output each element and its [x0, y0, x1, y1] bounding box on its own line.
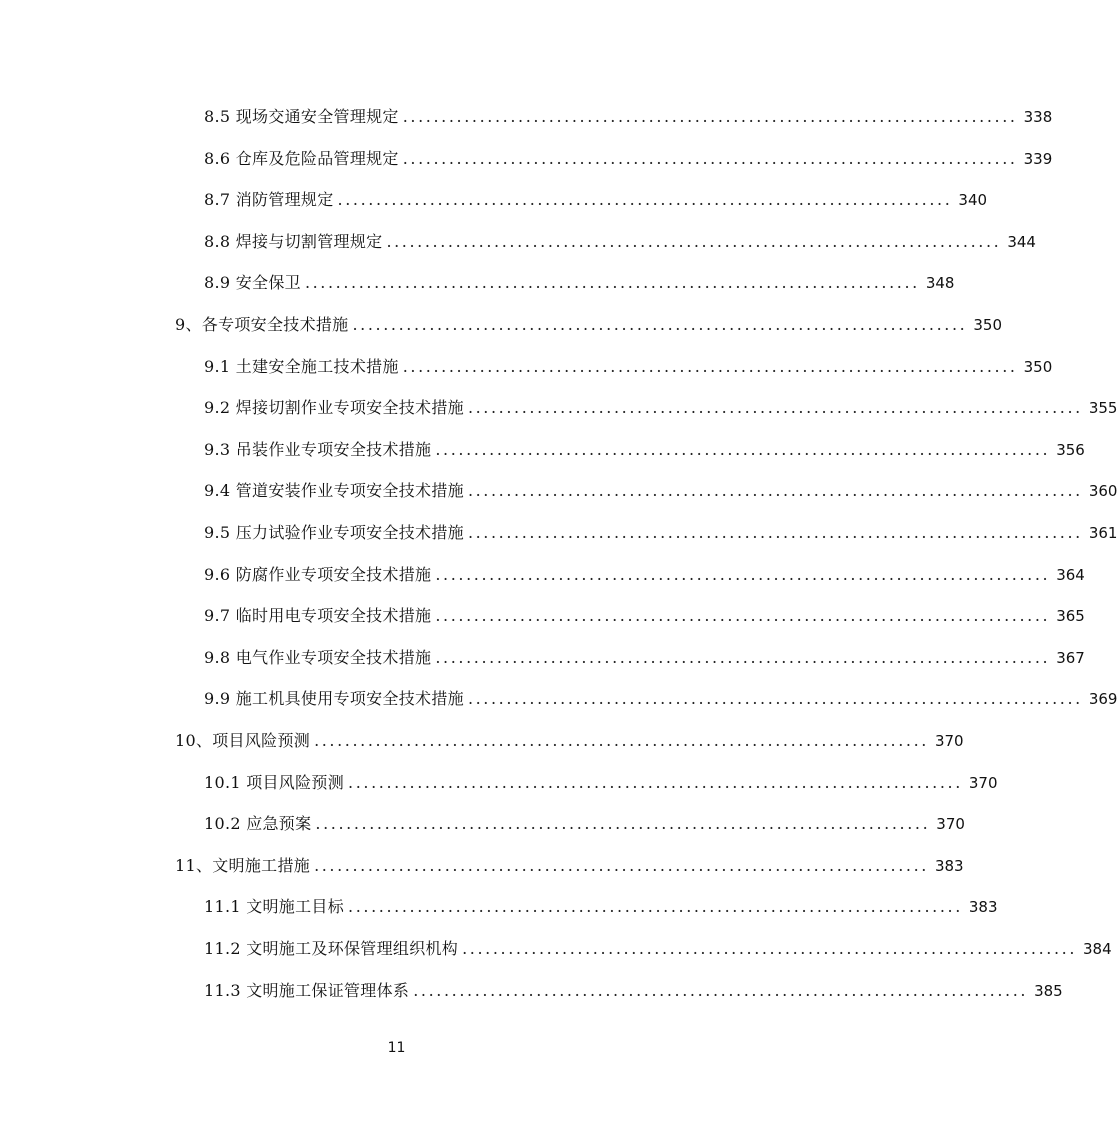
toc-dot-leader: ................................................................................ [435, 440, 1051, 459]
toc-dot-leader: ................................................................................ [435, 606, 1051, 625]
toc-dot-leader: ................................................................................ [348, 897, 963, 916]
toc-entry-page: 340 [958, 191, 988, 209]
toc-entry-title: 9.2 焊接切割作业专项安全技术措施 [204, 398, 464, 417]
toc-entry[interactable] [204, 604, 1085, 628]
toc-dot-leader: ................................................................................ [467, 398, 1083, 417]
toc-entry[interactable] [175, 729, 964, 753]
toc-dot-leader: ................................................................................ [402, 149, 1018, 168]
toc-entry[interactable] [204, 438, 1085, 462]
toc-entry-page: 385 [1034, 982, 1063, 1000]
toc-dot-leader: ................................................................................ [467, 481, 1083, 500]
toc-entry[interactable] [204, 355, 1053, 379]
toc-entry[interactable] [204, 396, 1117, 420]
toc-entry-title: 8.8 焊接与切割管理规定 [204, 232, 383, 251]
toc-entry-title: 8.5 现场交通安全管理规定 [204, 107, 399, 126]
toc-entry[interactable] [204, 771, 998, 795]
toc-entry[interactable] [204, 812, 965, 836]
toc-entry-page: 350 [973, 316, 1002, 334]
toc-entry-page: 365 [1056, 607, 1085, 625]
toc-entry[interactable] [204, 687, 1117, 711]
toc-entry[interactable] [204, 479, 1117, 503]
toc-dot-leader: ................................................................................ [413, 981, 1029, 1000]
toc-entry-title: 10.1 项目风险预测 [204, 773, 345, 792]
toc-dot-leader: ................................................................................ [462, 939, 1077, 958]
toc-entry-page: 383 [934, 857, 964, 875]
toc-dot-leader: ................................................................................ [467, 523, 1083, 542]
toc-entry-title: 10、项目风险预测 [175, 731, 311, 750]
toc-entry-page: 364 [1056, 566, 1085, 584]
toc-entry-page: 344 [1007, 233, 1036, 251]
toc-entry[interactable] [175, 854, 964, 878]
toc-entry[interactable] [175, 313, 1002, 337]
toc-entry[interactable] [204, 271, 955, 295]
toc-entry[interactable] [204, 188, 988, 212]
toc-entry-title: 11.2 文明施工及环保管理组织机构 [204, 939, 459, 958]
toc-entry[interactable] [204, 563, 1085, 587]
toc-entry-title: 9.1 土建安全施工技术措施 [204, 357, 399, 376]
toc-entry-page: 356 [1056, 441, 1085, 459]
toc-entry[interactable] [204, 521, 1117, 545]
toc-entry[interactable] [204, 979, 1063, 1003]
toc-entry-title: 9.8 电气作业专项安全技术措施 [204, 648, 432, 667]
toc-entry-title: 9.7 临时用电专项安全技术措施 [204, 606, 432, 625]
toc-dot-leader: ................................................................................ [402, 357, 1018, 376]
toc-entry-title: 8.7 消防管理规定 [204, 190, 334, 209]
toc-entry[interactable] [204, 937, 1112, 961]
toc-entry[interactable] [204, 895, 998, 919]
toc-entry[interactable] [204, 147, 1053, 171]
toc-dot-leader: ................................................................................ [314, 856, 929, 875]
toc-dot-leader: ................................................................................ [315, 814, 931, 833]
toc-entry-title: 8.6 仓库及危险品管理规定 [204, 149, 399, 168]
toc-entry-page: 339 [1023, 150, 1053, 168]
toc-entry-title: 8.9 安全保卫 [204, 273, 301, 292]
toc-entry-page: 383 [968, 898, 998, 916]
toc-entry-page: 367 [1056, 649, 1085, 667]
toc-dot-leader: ................................................................................ [467, 689, 1083, 708]
toc-entry-title: 11.3 文明施工保证管理体系 [204, 981, 410, 1000]
toc-entry[interactable] [204, 105, 1053, 129]
toc-entry-title: 9.6 防腐作业专项安全技术措施 [204, 565, 432, 584]
toc-entry-title: 9.5 压力试验作业专项安全技术措施 [204, 523, 464, 542]
toc-entry-page: 348 [925, 274, 955, 292]
toc-dot-leader: ................................................................................ [304, 273, 920, 292]
toc-entry[interactable] [204, 646, 1085, 670]
toc-dot-leader: ................................................................................ [435, 565, 1051, 584]
toc-entry-page: 370 [968, 774, 998, 792]
page-number: 11 [387, 1040, 406, 1056]
toc-dot-leader: ................................................................................ [386, 232, 1002, 251]
toc-dot-leader: ................................................................................ [348, 773, 963, 792]
toc-entry-title: 9、各专项安全技术措施 [175, 315, 349, 334]
toc-dot-leader: ................................................................................ [337, 190, 953, 209]
toc-entry-title: 11、文明施工措施 [175, 856, 311, 875]
toc-entry-page: 370 [936, 815, 965, 833]
toc-entry-page: 338 [1023, 108, 1053, 126]
toc-entry-page: 384 [1083, 940, 1112, 958]
toc-entry-page: 355 [1088, 399, 1117, 417]
toc-dot-leader: ................................................................................ [435, 648, 1051, 667]
toc-dot-leader: ................................................................................ [352, 315, 968, 334]
toc-entry-page: 370 [934, 732, 964, 750]
toc-dot-leader: ................................................................................ [314, 731, 929, 750]
toc-entry-title: 9.3 吊装作业专项安全技术措施 [204, 440, 432, 459]
toc-entry-page: 350 [1023, 358, 1053, 376]
toc-entry-title: 9.4 管道安装作业专项安全技术措施 [204, 481, 464, 500]
toc-entry-page: 369 [1088, 690, 1117, 708]
toc-entry-page: 361 [1088, 524, 1117, 542]
toc-entry-page: 360 [1088, 482, 1117, 500]
toc-dot-leader: ................................................................................ [402, 107, 1018, 126]
toc-entry-title: 10.2 应急预案 [204, 814, 312, 833]
toc-entry-title: 9.9 施工机具使用专项安全技术措施 [204, 689, 464, 708]
toc-entry[interactable] [204, 230, 1036, 254]
toc-entry-title: 11.1 文明施工目标 [204, 897, 345, 916]
